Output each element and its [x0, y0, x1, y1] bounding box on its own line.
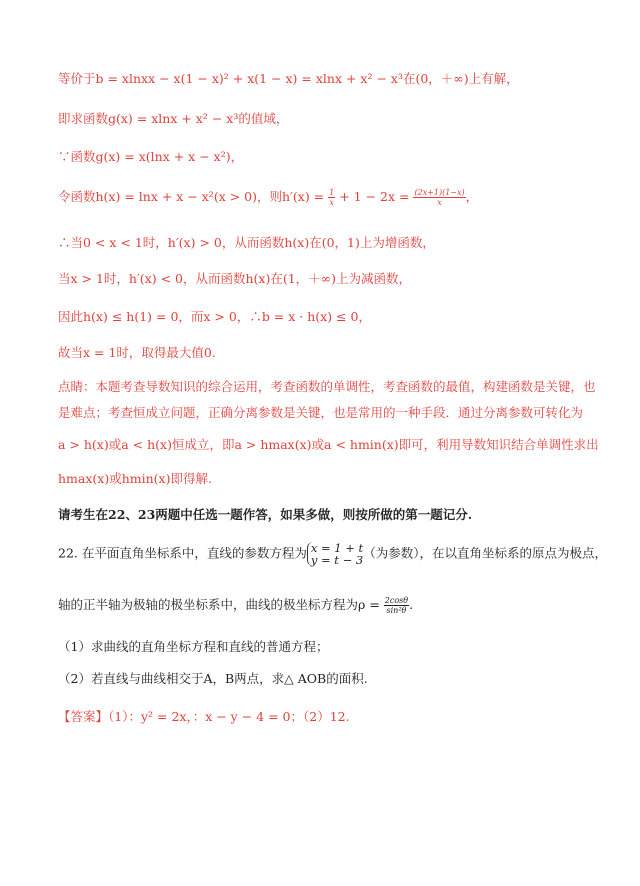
equation-top: x = 1 + t [310, 541, 364, 555]
comment-line-4: hmax(x)或hmin(x)即得解. [58, 471, 212, 486]
fraction-denominator: x [329, 198, 334, 207]
fraction-numerator: 2cosθ [384, 596, 409, 605]
problem-line-2 [58, 596, 413, 615]
fraction-numerator: 1 [329, 188, 335, 197]
solution-line-6: 当x > 1时，h′(x) < 0，从而函数h(x)在(1，＋∞)上为减函数， [58, 271, 411, 286]
fraction-derivative [413, 188, 465, 207]
comment-line-2: 是难点；考查恒成立问题，正确分离参数是关键，也是常用的一种手段．通过分离参数可转化为 [58, 405, 584, 420]
solution-line-4-c: ， [465, 189, 479, 204]
solution-line-3: ∵函数g(x) = x(lnx + x − x²)， [58, 149, 244, 164]
solution-line-5: ∴当0 < x < 1时，h′(x) > 0，从而函数h(x)在(0，1)上为增函数， [58, 235, 435, 250]
solution-line-4-a: 令函数h(x) = lnx + x − x²(x > 0)，则h′(x) = [58, 189, 329, 204]
solution-line-4-b: + 1 − 2x = [335, 189, 414, 204]
solution-line-1: 等价于b = xlnxx − x(1 − x)² + x(1 − x) = xlnx + x² − x³在(0，＋∞)上有解， [58, 71, 519, 86]
solution-line-2: 即求函数g(x) = xlnx + x² − x³的值域， [58, 111, 289, 126]
solution-line-7: 因此h(x) ≤ h(1) = 0，而x > 0，∴b = x · h(x) ≤ 0， [58, 309, 371, 324]
problem-text-b: （为参数），在以直角坐标系的原点为极点， [363, 545, 607, 561]
fraction-denominator: sin²θ [386, 606, 407, 615]
solution-line-8: 故当x = 1时，取得最大值0. [58, 345, 216, 360]
comment-line-3: a > h(x)或a < h(x)恒成立，即a > hmax(x)或a < hmin(x)即可，利用导数知识结合单调性求出 [58, 437, 599, 452]
fraction-polar [384, 596, 409, 615]
fraction-denominator: x [437, 198, 442, 207]
instruction-heading: 请考生在22、23两题中任选一题作答，如果多做，则按所做的第一题记分. [58, 507, 473, 522]
problem-part-2: （2）若直线与曲线相交于A，B两点，求△ AOB的面积. [58, 671, 368, 686]
answer-body: （1）：y² = 2x，：x − y − 4 = 0；（2）12. [108, 709, 350, 724]
problem-text-c: 轴的正半轴为极轴的极坐标系中，曲线的极坐标方程为ρ = [58, 597, 384, 612]
solution-line-4 [58, 188, 478, 207]
problem-line-1 [58, 542, 607, 566]
comment-line-1: 点睛：本题考查导数知识的综合运用，考查函数的单调性，考查函数的最值，构建函数是关键，也 [58, 379, 596, 394]
answer-line [58, 708, 350, 726]
equation-bottom: y = t − 3 [310, 553, 364, 567]
problem-part-1: （1）求曲线的直角坐标方程和直线的普通方程； [58, 639, 329, 654]
problem-text-a: 22. 在平面直角坐标系中，直线的参数方程为 [58, 545, 307, 561]
equation-system [307, 542, 363, 566]
fraction-numerator: (2x+1)(1−x) [414, 188, 465, 197]
answer-tag: 【答案】 [58, 709, 109, 724]
problem-text-d: . [409, 597, 414, 612]
